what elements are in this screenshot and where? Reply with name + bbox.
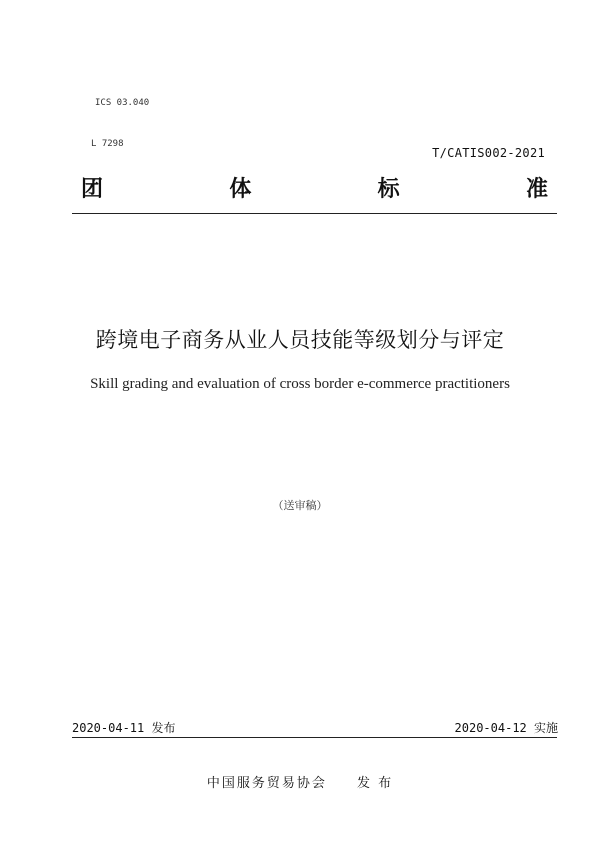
publisher-name: 中国服务贸易协会 (206, 776, 327, 791)
banner-char: 体 (229, 176, 252, 202)
publisher-suffix: 发 布 (356, 776, 394, 791)
ics-code: ICS 03.040 (95, 98, 150, 108)
standard-number: T/CATIS002-2021 (432, 146, 545, 160)
header-divider (72, 213, 557, 214)
implement-date: 2020-04-12 实施 (454, 721, 558, 735)
banner-char: 准 (525, 176, 548, 202)
document-title-chinese: 跨境电子商务从业人员技能等级划分与评定 (95, 328, 505, 352)
banner-char: 团 (80, 176, 103, 202)
publish-date: 2020-04-11 发布 (72, 721, 176, 735)
standard-type-banner (72, 170, 557, 204)
draft-status-label: （送审稿） (272, 499, 328, 512)
banner-char: 标 (377, 176, 400, 202)
footer-divider (72, 737, 557, 738)
document-title-english: Skill grading and evaluation of cross border e-commerce practitioners (90, 376, 510, 392)
ccs-code: L 7298 (91, 139, 124, 149)
publisher-line (0, 772, 600, 791)
